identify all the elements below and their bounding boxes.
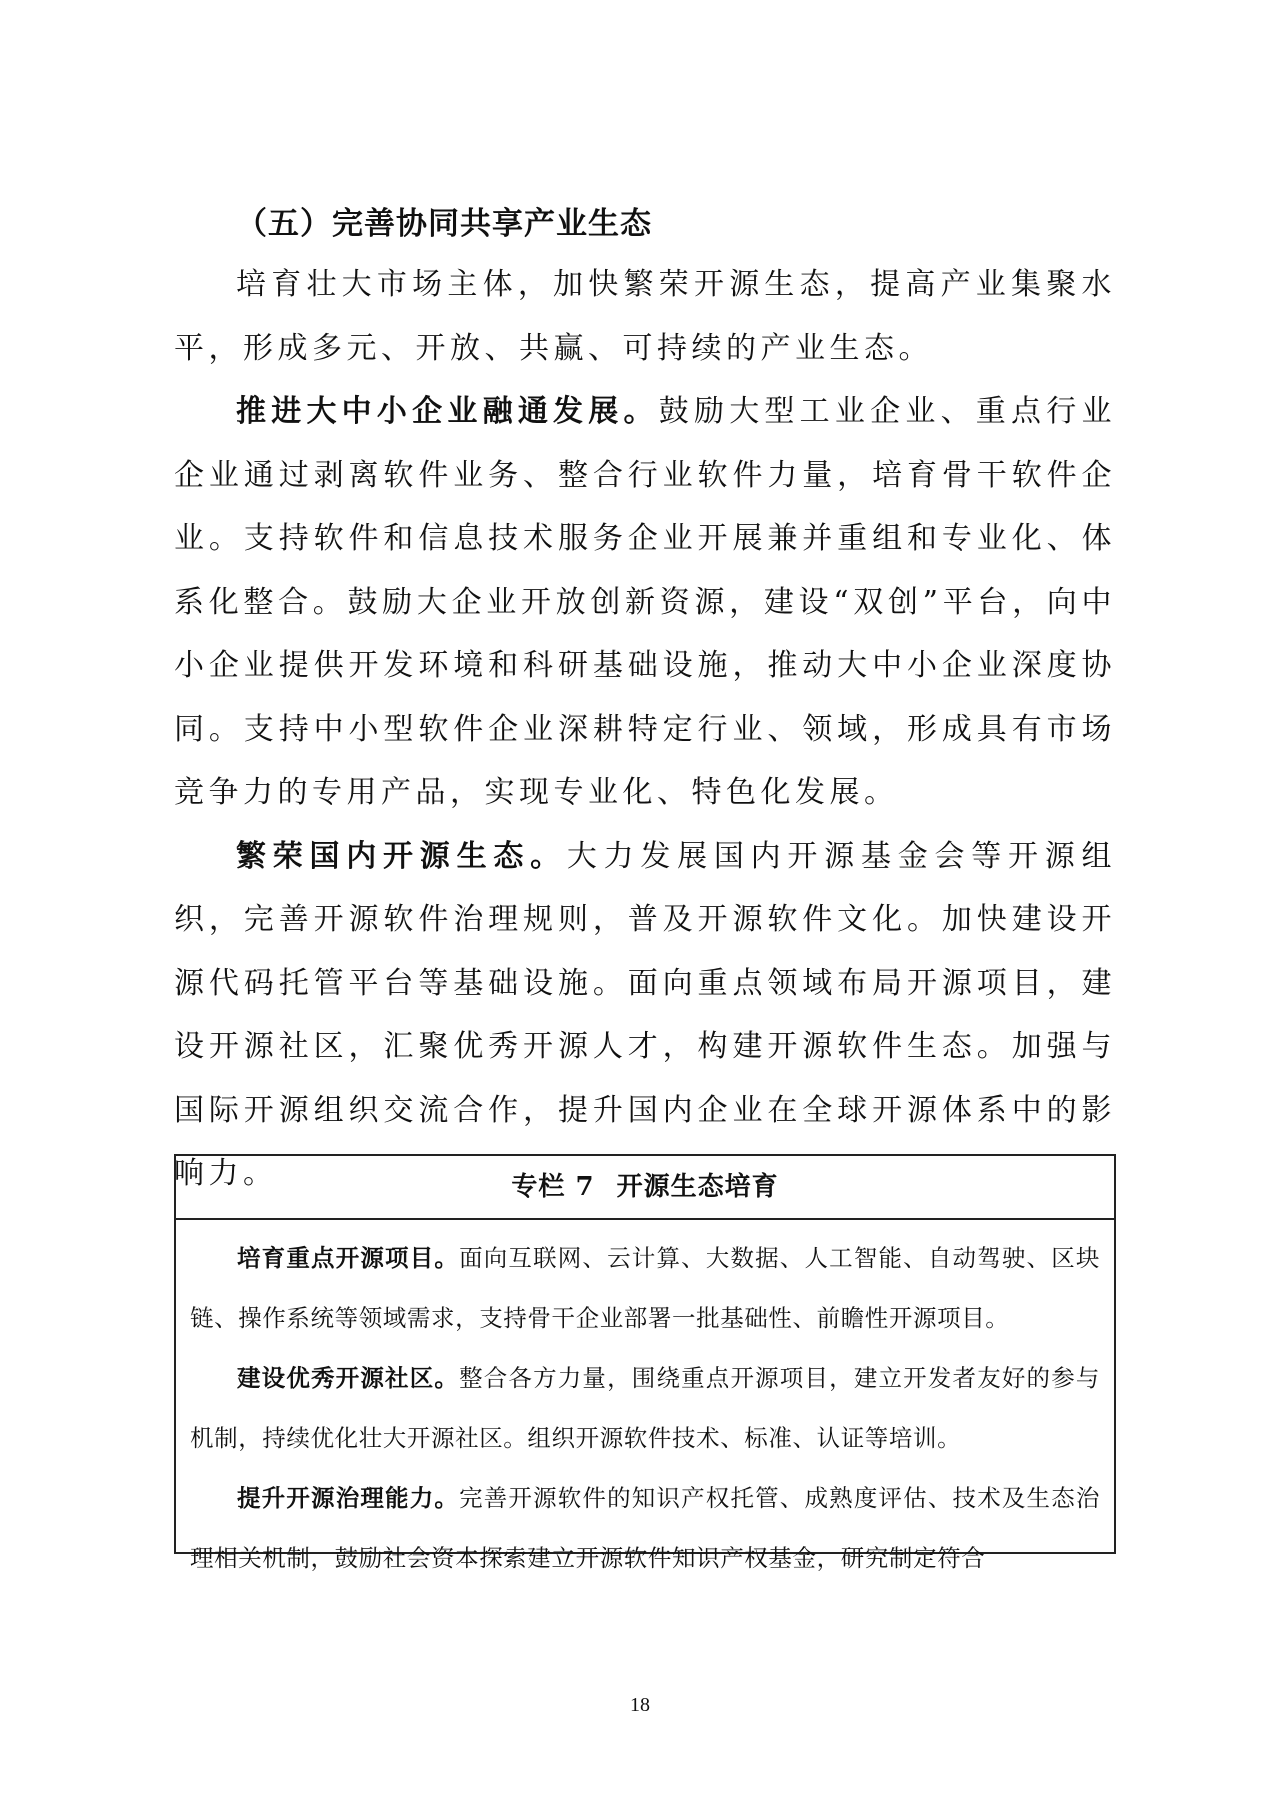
column-box bbox=[174, 1154, 1116, 1572]
column-item-lead: 提升开源治理能力。 bbox=[237, 1484, 460, 1512]
column-item-lead: 培育重点开源项目。 bbox=[237, 1244, 460, 1272]
paragraph-lead: 推进大中小企业融通发展。 bbox=[236, 394, 659, 429]
paragraph-text: 大力发展国内开源基金会等开源组织，完善开源软件治理规则，普及开源软件文化。加快建设开源代码托管平台等基础设施。面向重点领域布局开源项目，建设开源社区，汇聚优秀开源人才，构建开源软件生态。加强与国际开源组织交流合作，提升国内企业在全球开源体系中的影响力。 bbox=[174, 838, 1117, 1191]
column-item-text: 完善开源软件的知识产权托管、成熟度评估、技术及生态治理相关机制，鼓励社会资本探索建立开源软件知识产权基金，研究制定符合 bbox=[190, 1484, 1100, 1572]
column-box-body bbox=[176, 1220, 1114, 1588]
paragraph-text: 培育壮大市场主体，加快繁荣开源生态，提高产业集聚水平，形成多元、开放、共赢、可持续的产业生态。 bbox=[174, 267, 1116, 366]
section-heading: （五）完善协同共享产业生态 bbox=[236, 206, 652, 242]
column-item-text: 面向互联网、云计算、大数据、人工智能、自动驾驶、区块链、操作系统等领域需求，支持骨干企业部署一批基础性、前瞻性开源项目。 bbox=[190, 1244, 1100, 1332]
column-box-number: 专栏 7 bbox=[511, 1172, 595, 1202]
column-box-title-text: 开源生态培育 bbox=[616, 1172, 779, 1202]
column-item bbox=[190, 1228, 1100, 1348]
main-content bbox=[174, 195, 1116, 1206]
column-item-text: 整合各方力量，围绕重点开源项目，建立开发者友好的参与机制，持续优化壮大开源社区。组织开源软件技术、标准、认证等培训。 bbox=[190, 1364, 1100, 1452]
column-item bbox=[190, 1468, 1100, 1588]
column-item-lead: 建设优秀开源社区。 bbox=[237, 1364, 460, 1392]
paragraph-open-source-ecosystem bbox=[174, 825, 1116, 1206]
paragraph-enterprise-integration bbox=[174, 380, 1116, 825]
column-box-title bbox=[176, 1156, 1114, 1220]
column-item bbox=[190, 1348, 1100, 1468]
paragraph-text: 鼓励大型工业企业、重点行业企业通过剥离软件业务、整合行业软件力量，培育骨干软件企业。支持软件和信息技术服务企业开展兼并重组和专业化、体系化整合。鼓励大企业开放创新资源，建设“双创”平台，向中小企业提供开发环境和科研基础设施，推动大中小企业深度协同。支持中小型软件企业深耕特定行业、领域，形成具有市场竞争力的专用产品，实现专业化、特色化发展。 bbox=[174, 394, 1116, 810]
page-number: 18 bbox=[630, 1694, 650, 1716]
paragraph-lead: 繁荣国内开源生态。 bbox=[236, 838, 567, 874]
paragraph-intro bbox=[174, 253, 1116, 380]
